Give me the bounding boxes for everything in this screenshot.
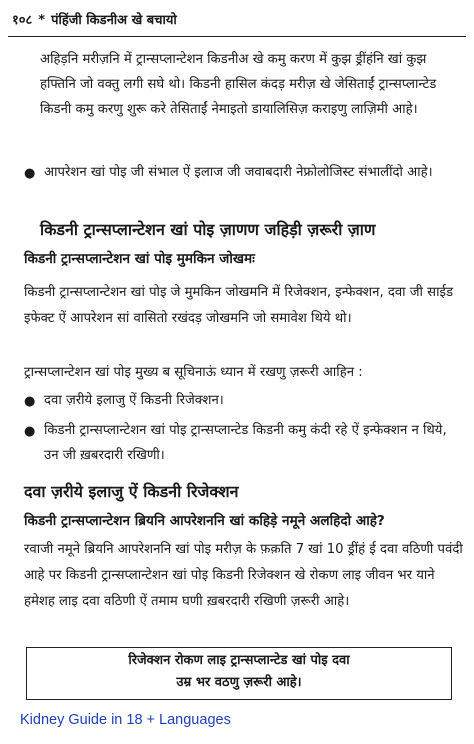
bullet-operation-care: आपरेशन खां पोइ जी संभाल ऐं इलाज जी जवाबदारी नेफ्रोलोजिस्ट संभालींदो आहे। [44, 165, 433, 180]
section-title-important-info: किडनी ट्रान्सप्लान्टेशन खां पोइ ज़ाणण जहिड़ी ज़रूरी ज़ाण [40, 220, 376, 239]
header-rule [8, 36, 466, 37]
footer-link[interactable]: Kidney Guide in 18 + Languages [20, 712, 231, 728]
focus-point-2: किडनी ट्रान्सप्लान्टेशन खां पोइ ट्रान्सप्लान्टेड किडनी कमु कंदी रहे ऐं इन्फेक्शन न थिये, उन जी ख़बरदारी रखिणी। [44, 423, 447, 463]
highlight-box [26, 647, 452, 700]
highlight-box-line-1: रिजेक्शन रोकण लाइ ट्रान्सप्लान्टेड खां पोइ दवा [128, 653, 350, 668]
risks-paragraph: किडनी ट्रान्सप्लान्टेशन खां पोइ जे मुमकिन जोखमनि में रिजेक्शन, इन्फेक्शन, दवा जी साईड इफेक्ट ऐं आपरेशन सां वासितो रखंदड़ जोखमनि जो समावेश थिये थो। [24, 285, 454, 326]
book-title: पंहिंजी किडनीअ खे बचायो [51, 13, 177, 28]
subheading-question: किडनी ट्रान्सप्लान्टेशन ब्रियनि आपरेशननि खां कहिड़े नमूने अलहिदो आहे? [24, 513, 385, 529]
page-number: १०८ [12, 13, 33, 28]
answer-paragraph: रवाजी नमूने ब्रियनि आपरेशननि खां पोइ मरीज़ के फ़क़ति 7 खां 10 ड्रींहं ई दवा वठिणी पवंदी आहे पर किडनी ट्रान्सप्लान्टेशन खां पोइ किडनी रिजेक्शन खे रोकण लाइ जीवन भर याने हमेशह लाइ दवा वठिणी ऐं तमाम घणी ख़बरदारी रखिणी ज़रूरी आहे। [24, 542, 463, 609]
highlight-box-line-2: उम्र भर वठणु ज़रूरी आहे। [176, 675, 302, 690]
intro-paragraph: अहिड़नि मरीज़नि में ट्रान्सप्लान्टेशन किडनीअ खे कमु करण में कुझ ड्रींहंनि खां कुझ हफ्तिनि जो वक्तु लगी सघे थो। किडनी हासिल कंदड़ मरीज़ खे जेसिताईं ट्रान्सप्लान्टेड किडनी कमु करणु शुरू करे तेसिताईं नेमाइतो डायालिसिज़ कराइणु लाज़िमी आहे। [40, 52, 437, 117]
subheading-possible-risks: किडनी ट्रान्सप्लान्टेशन खां पोइ मुमकिन जोखमः [24, 251, 255, 267]
focus-point-1: दवा ज़रीये इलाजु ऐं किडनी रिजेक्शन। [44, 393, 224, 408]
page-header [12, 10, 462, 32]
focus-sentence: ट्रान्सप्लान्टेशन खां पोइ मुख्य ब सूचिनाऊं ध्यान में रखणु ज़रूरी आहिन : [24, 365, 363, 380]
bullet-dot: ● [24, 394, 36, 409]
section-title-medication-rejection: दवा ज़रीये इलाजु ऐं किडनी रिजेक्शन [24, 482, 239, 501]
bullet-dot: ● [24, 166, 36, 181]
bullet-dot: ● [24, 424, 36, 439]
header-separator: * [38, 13, 46, 28]
